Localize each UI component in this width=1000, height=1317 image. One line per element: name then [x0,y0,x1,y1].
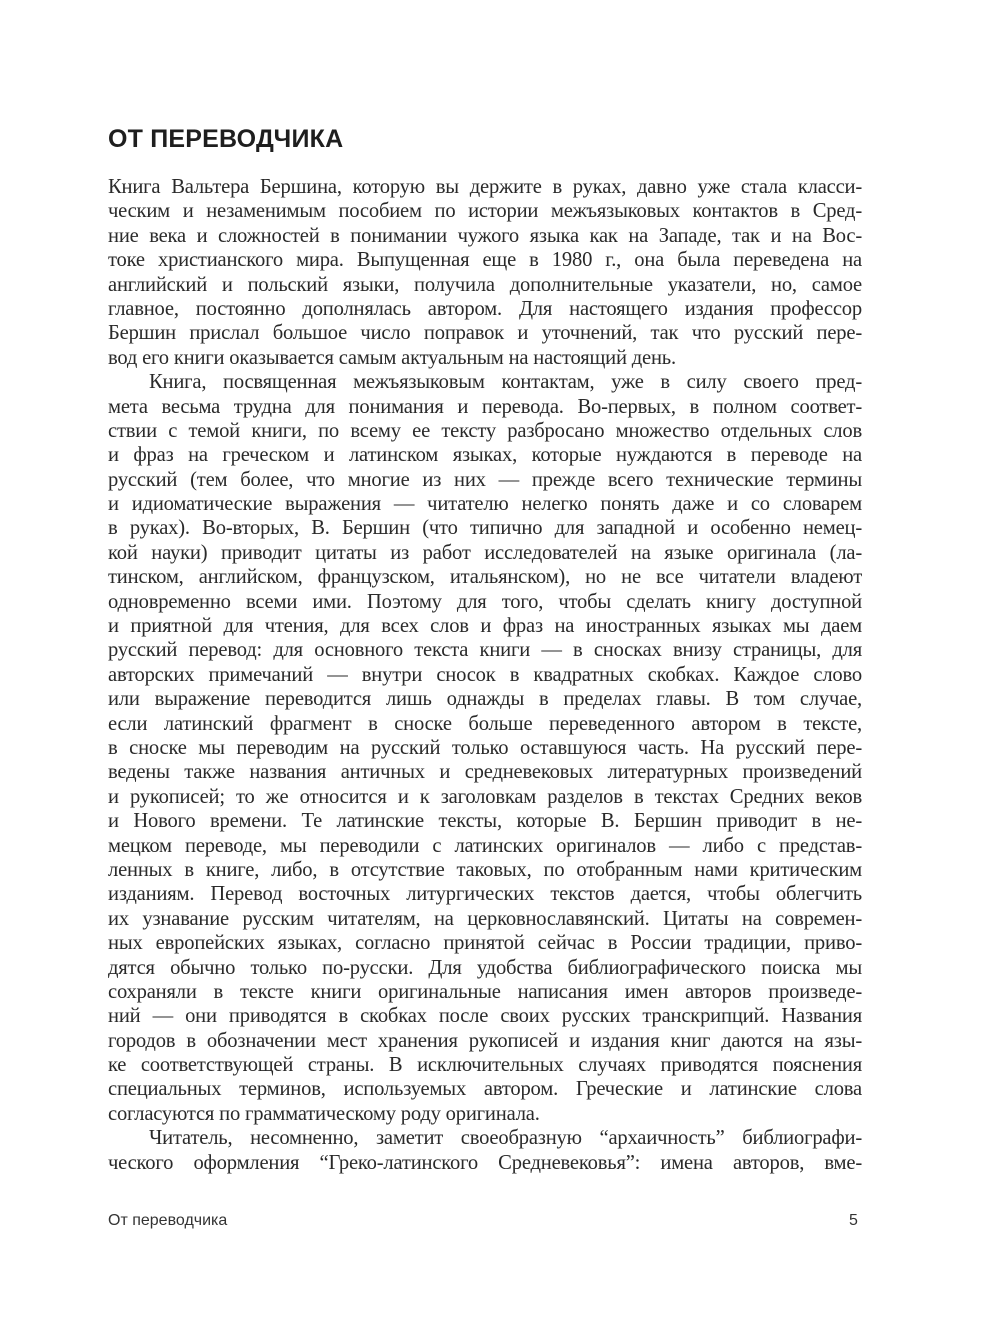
running-footer-title: От переводчика [108,1212,228,1229]
text-line: одновременно всеми ими. Поэтому для того, чтобы сделать книгу доступной [108,590,862,613]
text-line: и фраз на греческом и латинском языках, которые нуждаются в переводе на [108,444,862,467]
text-line: ческого оформления “Греко-латинского Средневековья”: имена авторов, вме- [108,1151,862,1174]
text-line: мета весьма трудна для понимания и перевода. Во-первых, в полном соответ- [108,395,862,418]
text-line: городов в обозначении мест хранения рукописей и издания книг даются на язы- [108,1029,862,1052]
text-line: Бершин прислал большое число поправок и уточнений, так что русский пере- [108,322,862,345]
text-line: ведены также названия античных и средневековых литературных произведений [108,761,862,784]
text-line: в сноске мы переводим на русский только оставшуюся часть. На русский пере- [108,736,862,759]
paragraph [108,370,862,1126]
paragraph [108,1126,862,1175]
text-line: мецком переводе, мы переводили с латинских оригиналов — либо с представ- [108,834,862,857]
text-line: ке соответствующей страны. В исключительных случаях приводятся пояснения [108,1054,862,1077]
page-title: ОТ ПЕРЕВОДЧИКА [108,125,344,153]
text-line: их узнавание русским читателям, на церковнославянский. Цитаты на современ- [108,907,862,930]
text-line: если латинский фрагмент в сноске больше переведенного автором в тексте, [108,712,862,735]
text-line: и идиоматические выражения — читателю нелегко понять даже и со словарем [108,493,862,516]
text-line: авторских примечаний — внутри сносок в квадратных скобках. Каждое слово [108,663,862,686]
text-line: ленных в книге, либо, в отсутствие таковых, по отобранным нами критическим [108,858,862,881]
text-line: вод его книги оказывается самым актуальным на настоящий день. [108,346,676,369]
text-line: ных европейских языках, согласно принятой сейчас в России традиции, приво- [108,932,862,955]
text-line: и приятной для чтения, для всех слов и фраз на иностранных языках мы даем [108,615,862,638]
text-line: изданиям. Перевод восточных литургических текстов дается, чтобы облегчить [108,883,862,906]
text-line: ствии с темой книги, по всему ее тексту разбросано множество отдельных слов [108,419,862,442]
text-line: кой науки) приводит цитаты из работ исследователей на языке оригинала (ла- [108,541,862,564]
text-line: ние века и сложностей в понимании чужого языка как на Западе, так и на Вос- [108,224,862,247]
text-line: и рукописей; то же относится и к заголовкам разделов в текстах Средних веков [108,785,862,808]
text-line: в руках). Во-вторых, В. Бершин (что типично для западной и особенно немец- [108,517,862,540]
text-line: Читатель, несомненно, заметит своеобразную “архаичность” библиографи- [149,1127,862,1150]
text-line: английский и польский языки, получила дополнительные указатели, но, самое [108,273,862,296]
text-line: специальных терминов, используемых автором. Греческие и латинские слова [108,1078,862,1101]
text-line: сохраняли в тексте книги оригинальные написания имен авторов произведе- [108,980,862,1003]
text-line: ний — они приводятся в скобках после своих русских транскрипций. Названия [108,1005,862,1028]
text-line: Книга, посвященная межъязыковым контактам, уже в силу своего пред- [149,371,862,394]
page-number: 5 [849,1212,858,1229]
text-line: русский перевод: для основного текста книги — в сносках внизу страницы, для [108,639,862,662]
text-line: дятся обычно только по-русски. Для удобства библиографического поиска мы [108,956,862,979]
text-line: тинском, английском, французском, итальянском), но не все читатели владеют [108,566,862,589]
text-line: и Нового времени. Те латинские тексты, которые В. Бершин приводит в не- [108,810,862,833]
text-line: токе христианского мира. Выпущенная еще в 1980 г., она была переведена на [108,249,862,272]
text-line: главное, постоянно дополнялась автором. Для настоящего издания профессор [108,297,862,320]
text-line: или выражение переводится лишь однажды в пределах главы. В том случае, [108,688,862,711]
paragraph [108,175,862,370]
text-line: согласуются по грамматическому роду оригинала. [108,1102,540,1125]
body-text [108,175,862,1175]
text-line: Книга Вальтера Бершина, которую вы держите в руках, давно уже стала класси- [108,176,862,198]
text-line: ческим и незаменимым пособием по истории межъязыковых контактов в Сред- [108,200,862,223]
text-line: русский (тем более, что многие из них — прежде всего технические термины [108,468,862,491]
